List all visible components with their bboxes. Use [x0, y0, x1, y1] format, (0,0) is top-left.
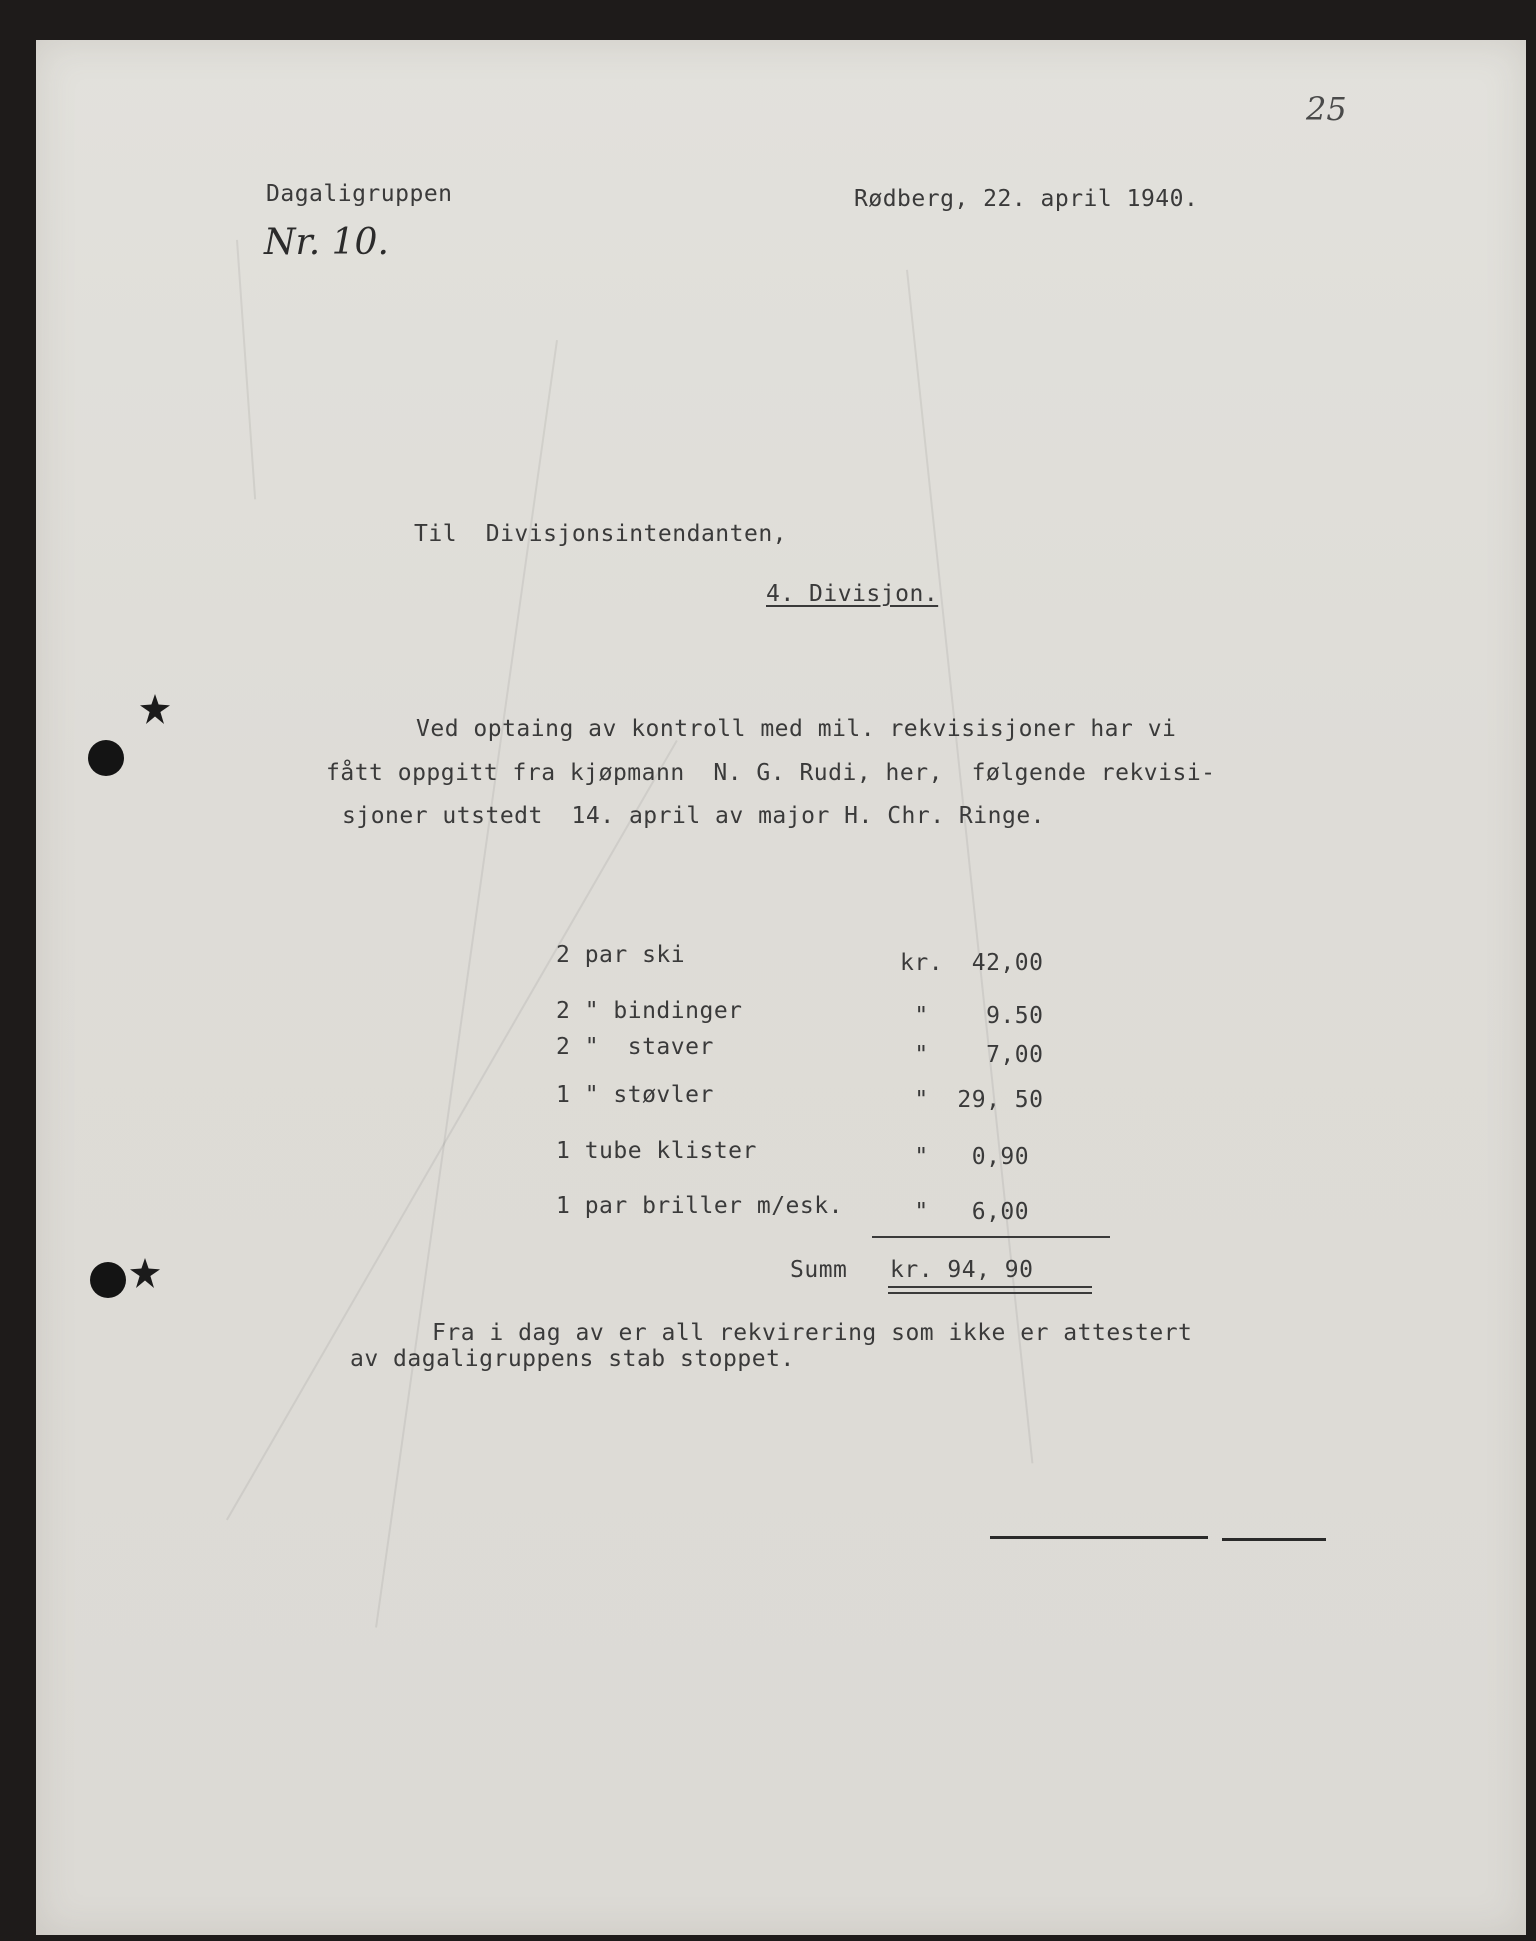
paper-crease: [236, 240, 256, 500]
sender-name: Dagaligruppen: [266, 181, 453, 207]
item-price: " 6,00: [900, 1199, 1030, 1225]
paper-crease: [906, 270, 1033, 1464]
footer-line: av dagaligruppens stab stoppet.: [350, 1346, 795, 1372]
page-number: 25: [1306, 90, 1347, 128]
item-description: 1 tube klister: [556, 1138, 757, 1164]
item-description: 2 " staver: [556, 1034, 714, 1060]
footer-line: Fra i dag av er all rekvirering som ikke er attestert: [432, 1320, 1193, 1346]
sum-value: kr. 94, 90: [890, 1257, 1034, 1283]
body-line: fått oppgitt fra kjøpmann N. G. Rudi, her, følgende rekvisi-: [326, 760, 1216, 786]
signature-line: [1222, 1538, 1326, 1541]
sum-label: Summ: [790, 1257, 848, 1283]
item-price: " 0,90: [900, 1144, 1030, 1170]
punch-hole: [88, 740, 124, 776]
recipient-division: 4. Divisjon.: [766, 581, 939, 607]
total-rule: [872, 1236, 1110, 1238]
body-line: sjoner utstedt 14. april av major H. Chr. Ringe.: [342, 803, 1046, 829]
body-line: Ved optaing av kontroll med mil. rekvisisjoner har vi: [416, 716, 1177, 742]
item-price: " 29, 50: [900, 1087, 1044, 1113]
item-price: kr. 42,00: [900, 950, 1044, 976]
item-price: " 7,00: [900, 1042, 1044, 1068]
punch-hole: [90, 1262, 126, 1298]
punch-hole-torn: [140, 694, 170, 724]
reference-number: Nr. 10.: [264, 222, 389, 263]
item-description: 2 par ski: [556, 942, 686, 968]
place-date: Rødberg, 22. april 1940.: [854, 186, 1199, 212]
item-description: 2 " bindinger: [556, 998, 743, 1024]
sum-double-rule: [888, 1286, 1092, 1288]
item-description: 1 " støvler: [556, 1082, 714, 1108]
sum-double-rule: [888, 1292, 1092, 1294]
paper-crease: [226, 740, 678, 1520]
item-price: " 9.50: [900, 1003, 1044, 1029]
signature-line: [990, 1536, 1208, 1539]
recipient-line: Til Divisjonsintendanten,: [414, 521, 788, 547]
item-description: 1 par briller m/esk.: [556, 1193, 843, 1219]
punch-hole-torn: [130, 1258, 160, 1288]
paper-sheet: [36, 40, 1526, 1935]
